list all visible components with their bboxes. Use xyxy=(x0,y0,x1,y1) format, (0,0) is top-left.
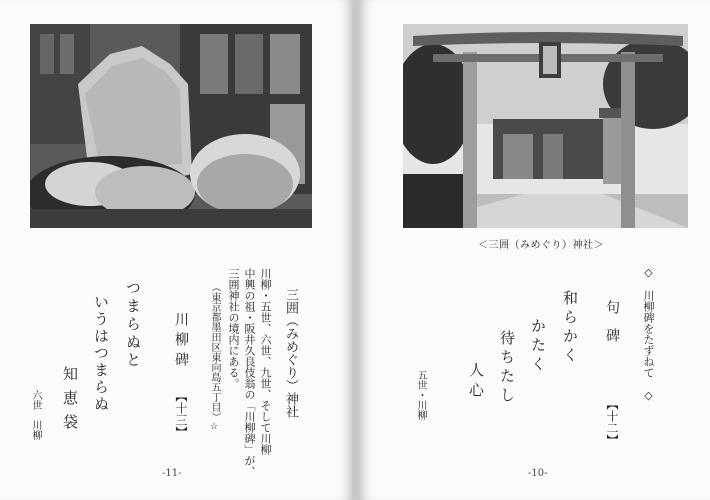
page-number: -11- xyxy=(162,468,182,479)
poem-line-3: 知恵袋 xyxy=(61,366,79,438)
torii-gate-photo-drawing xyxy=(403,24,688,228)
poem-line-2: かたく xyxy=(529,318,547,375)
left-page xyxy=(0,0,352,500)
monument-title: 句碑 xyxy=(604,300,620,356)
description-line-2: 中興の祖・阪井久良伎翁の「川柳碑」が、 xyxy=(243,268,256,477)
author: 五世・川柳 xyxy=(415,370,426,420)
monument-photo xyxy=(30,24,312,228)
right-page xyxy=(358,0,710,500)
series-title: ◇ 川柳碑をたずねて ◇ xyxy=(642,266,655,402)
author: 六世 川柳 xyxy=(30,390,41,440)
poem-line-1: つまらぬと xyxy=(124,280,142,370)
address: （東京都墨田区東向島五丁目） xyxy=(209,282,220,422)
page-number: -10- xyxy=(528,468,548,479)
poem-line-1: 和らかく xyxy=(561,290,579,366)
monument-number: 【十三】 xyxy=(174,390,188,438)
monument-number: 【十二】 xyxy=(605,398,619,446)
poem-line-4: 人心 xyxy=(467,362,485,402)
torii-gate-photo xyxy=(403,24,688,228)
poem-line-3: 待ちたし xyxy=(498,330,516,406)
description-line-3: 三囲神社の境内にある。 xyxy=(227,268,240,389)
address-mark: ☆ xyxy=(209,422,219,432)
photo-caption: ＜三囲（みめぐり）神社＞ xyxy=(478,240,604,251)
poem-line-2: いうはつまらぬ xyxy=(92,294,110,413)
monument-title: 川柳碑 xyxy=(173,312,189,372)
monument-photo-drawing xyxy=(30,24,312,228)
shrine-title: 三囲（みめぐり）神社 xyxy=(283,288,298,418)
description-line-1: 川柳・五世、六世、九世、そして川柳 xyxy=(259,268,272,455)
